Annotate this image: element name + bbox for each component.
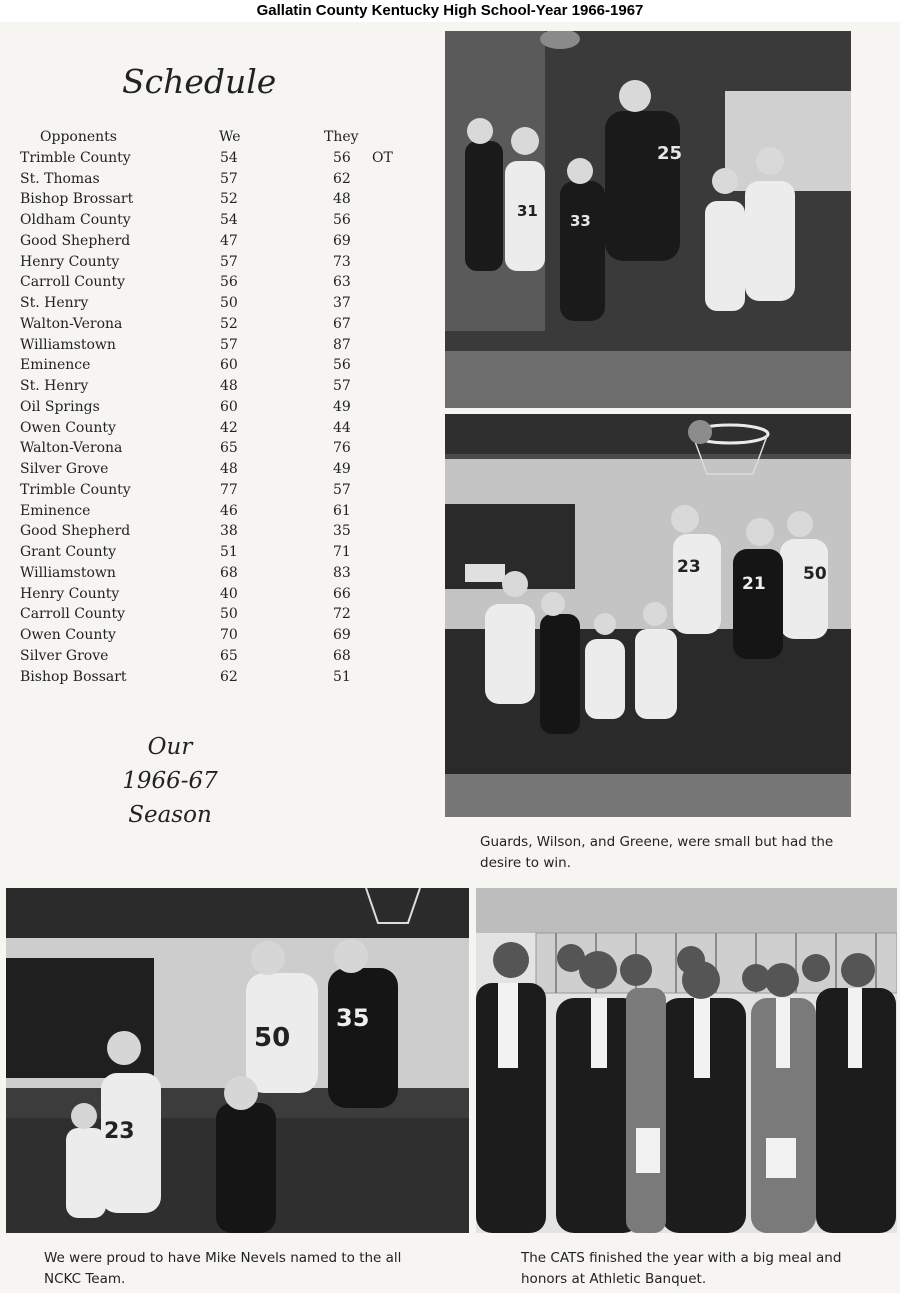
opponent-name: Carroll County	[20, 606, 125, 623]
their-score: 68	[333, 647, 351, 664]
schedule-row	[20, 542, 430, 563]
their-score: 57	[333, 481, 351, 498]
our-score: 47	[220, 232, 238, 249]
schedule-row	[20, 189, 430, 210]
schedule-row	[20, 459, 430, 480]
their-score: 76	[333, 440, 351, 457]
schedule-title: Schedule	[122, 62, 277, 101]
their-score: 83	[333, 564, 351, 581]
our-score: 56	[220, 274, 238, 291]
their-score: 48	[333, 191, 351, 208]
our-score: 46	[220, 502, 238, 519]
photo-nevels-graphic	[6, 888, 469, 1233]
opponent-name: Silver Grove	[20, 461, 109, 477]
opponent-name: Owen County	[20, 419, 116, 436]
opponent-name: Williamstown	[20, 336, 116, 353]
schedule-row	[20, 646, 430, 667]
caption-guards: Guards, Wilson, and Greene, were small but had the desire to win.	[480, 834, 834, 871]
opponent-name: Grant County	[20, 544, 117, 560]
opponent-name: Good Shepherd	[20, 523, 131, 540]
season-label-line3: Season	[128, 802, 212, 828]
our-score: 60	[220, 398, 238, 415]
their-score: 56	[333, 212, 351, 228]
game-note: OT	[372, 149, 393, 166]
our-score: 38	[220, 523, 238, 540]
schedule-row	[20, 418, 430, 439]
caption-nevels: We were proud to have Mike Nevels named to the all NCKC Team.	[44, 1250, 402, 1287]
photo-jump-shot	[445, 414, 851, 817]
their-score: 62	[333, 170, 351, 187]
schedule-row	[20, 355, 430, 376]
opponent-name: St. Henry	[20, 378, 89, 394]
our-score: 50	[220, 606, 238, 623]
our-score: 54	[220, 212, 238, 228]
their-score: 49	[333, 398, 351, 415]
column-header-opponents: Opponents	[40, 129, 117, 145]
schedule-row	[20, 376, 430, 397]
opponent-name: Bishop Bossart	[20, 668, 127, 685]
schedule-row	[20, 169, 430, 190]
jersey-number: 23	[104, 1119, 135, 1144]
our-score: 48	[220, 378, 238, 394]
opponent-name: Williamstown	[20, 564, 116, 581]
season-label-line1: Our	[147, 734, 193, 760]
opponent-name: Walton-Verona	[20, 315, 123, 332]
opponent-name: Bishop Brossart	[20, 191, 134, 208]
schedule-row	[20, 272, 430, 293]
their-score: 71	[333, 544, 351, 560]
opponent-name: Trimble County	[20, 481, 131, 498]
our-score: 60	[220, 357, 238, 374]
their-score: 44	[333, 419, 351, 436]
season-label	[110, 730, 230, 832]
photo-banquet	[476, 888, 897, 1233]
their-score: 73	[333, 253, 351, 270]
column-header-they: They	[324, 129, 359, 145]
opponent-name: Good Shepherd	[20, 232, 131, 249]
opponent-name: Trimble County	[20, 149, 131, 166]
opponent-name: Oil Springs	[20, 398, 100, 415]
photo-nevels-rebound	[6, 888, 469, 1233]
column-header-we: We	[219, 129, 241, 145]
photo-banquet-graphic	[476, 888, 897, 1233]
schedule-header-row	[20, 127, 430, 148]
our-score: 57	[220, 336, 238, 353]
their-score: 56	[333, 357, 351, 374]
our-score: 62	[220, 668, 238, 685]
their-score: 87	[333, 336, 351, 353]
schedule-row	[20, 604, 430, 625]
their-score: 49	[333, 461, 351, 477]
season-label-line2: 1966-67	[122, 768, 218, 794]
photo-jump-shot-graphic	[445, 414, 851, 817]
their-score: 57	[333, 378, 351, 394]
jersey-number: 25	[657, 143, 683, 164]
schedule-row	[20, 480, 430, 501]
our-score: 48	[220, 461, 238, 477]
schedule-row	[20, 438, 430, 459]
schedule-row	[20, 501, 430, 522]
page-header: Gallatin County Kentucky High School-Year 1966-1967	[0, 0, 900, 22]
schedule-row	[20, 252, 430, 273]
caption-banquet: The CATS finished the year with a big meal and honors at Athletic Banquet.	[521, 1250, 842, 1287]
jersey-number: 31	[517, 202, 538, 220]
schedule-row	[20, 148, 430, 169]
their-score: 35	[333, 523, 351, 540]
their-score: 69	[333, 627, 351, 643]
their-score: 51	[333, 668, 351, 685]
opponent-name: Walton-Verona	[20, 440, 123, 457]
their-score: 56	[333, 149, 351, 166]
jersey-number: 50	[803, 564, 827, 584]
our-score: 40	[220, 585, 238, 602]
opponent-name: St. Henry	[20, 295, 89, 311]
opponent-name: St. Thomas	[20, 170, 100, 187]
their-score: 63	[333, 274, 351, 291]
our-score: 65	[220, 440, 238, 457]
opponent-name: Henry County	[20, 253, 120, 270]
opponent-name: Eminence	[20, 502, 91, 519]
schedule-row	[20, 625, 430, 646]
our-score: 52	[220, 315, 238, 332]
schedule-row	[20, 667, 430, 688]
schedule-row	[20, 521, 430, 542]
schedule-row	[20, 397, 430, 418]
schedule-rows	[20, 148, 430, 688]
jersey-number: 50	[254, 1023, 291, 1053]
our-score: 54	[220, 149, 238, 166]
opponent-name: Oldham County	[20, 212, 131, 228]
schedule-row	[20, 314, 430, 335]
opponent-name: Owen County	[20, 627, 116, 643]
our-score: 52	[220, 191, 238, 208]
our-score: 57	[220, 170, 238, 187]
photo-rebound-action	[445, 31, 851, 408]
our-score: 65	[220, 647, 238, 664]
schedule-row	[20, 210, 430, 231]
our-score: 42	[220, 419, 238, 436]
schedule-row	[20, 335, 430, 356]
jersey-number: 23	[677, 557, 701, 577]
schedule-row	[20, 231, 430, 252]
opponent-name: Carroll County	[20, 274, 125, 291]
schedule-row	[20, 584, 430, 605]
photo-rebound-graphic	[445, 31, 851, 408]
their-score: 69	[333, 232, 351, 249]
schedule-table	[20, 127, 430, 687]
their-score: 61	[333, 502, 351, 519]
schedule-row	[20, 293, 430, 314]
opponent-name: Henry County	[20, 585, 120, 602]
our-score: 70	[220, 627, 238, 643]
jersey-number: 21	[742, 574, 766, 594]
our-score: 57	[220, 253, 238, 270]
jersey-number: 33	[570, 212, 591, 230]
jersey-number: 35	[336, 1004, 370, 1032]
their-score: 67	[333, 315, 351, 332]
our-score: 50	[220, 295, 238, 311]
their-score: 72	[333, 606, 351, 623]
schedule-row	[20, 563, 430, 584]
opponent-name: Silver Grove	[20, 647, 109, 664]
our-score: 68	[220, 564, 238, 581]
our-score: 51	[220, 544, 238, 560]
our-score: 77	[220, 481, 238, 498]
opponent-name: Eminence	[20, 357, 91, 374]
their-score: 37	[333, 295, 351, 311]
their-score: 66	[333, 585, 351, 602]
